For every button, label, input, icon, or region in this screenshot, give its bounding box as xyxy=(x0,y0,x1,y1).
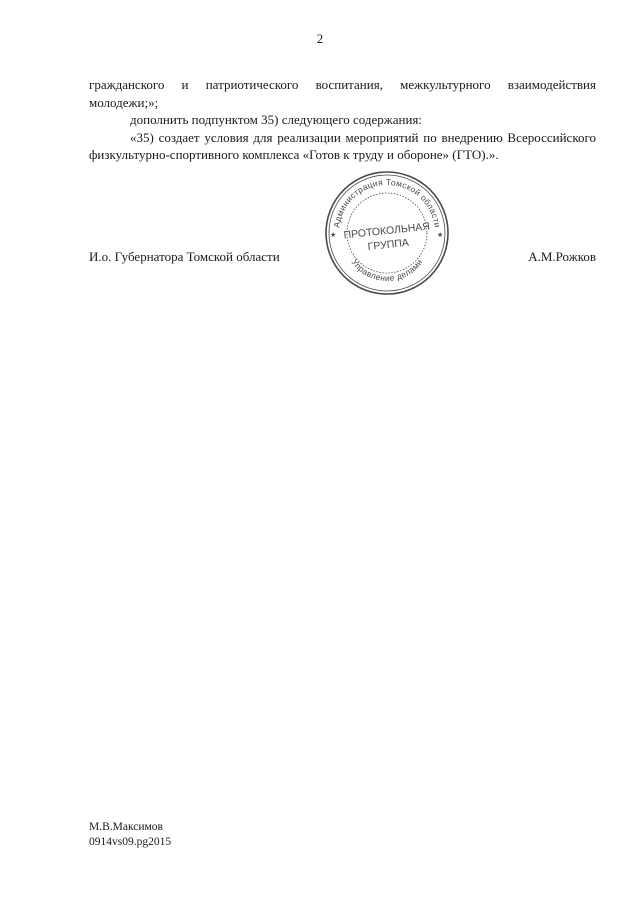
stamp-center-line1: ПРОТОКОЛЬНАЯ xyxy=(343,220,431,242)
signatory-position: И.о. Губернатора Томской области xyxy=(89,249,280,264)
footer xyxy=(89,820,171,850)
signatory-name: А.М.Рожков xyxy=(528,249,596,264)
official-stamp xyxy=(322,168,452,298)
paragraph-3: «35) создает условия для реализации мероприятий по внедрению Всероссийского физкультурно-спортивного комплекса «Готов к труду и обороне» (ГТО).». xyxy=(89,129,596,162)
stamp-center-line2: ГРУППА xyxy=(367,236,410,254)
paragraph-1: гражданского и патриотического воспитания, межкультурного взаимодействия молодежи;»; xyxy=(89,77,596,110)
paragraph-2: дополнить подпунктом 35) следующего содержания: xyxy=(130,112,422,127)
executor-name: М.В.Максимов xyxy=(89,821,163,833)
document-body xyxy=(89,76,596,164)
stamp-graphic xyxy=(322,168,452,298)
stamp-outer-top: Администрация Томской области xyxy=(331,176,443,229)
page-number: 2 xyxy=(316,31,324,46)
stamp-star-right: ★ xyxy=(437,232,444,239)
file-code: 0914vs09.pg2015 xyxy=(89,836,172,848)
stamp-outer-bottom: Управление делами xyxy=(349,257,425,284)
stamp-star-left: ★ xyxy=(330,232,337,239)
svg-text:Управление делами xyxy=(350,257,425,283)
